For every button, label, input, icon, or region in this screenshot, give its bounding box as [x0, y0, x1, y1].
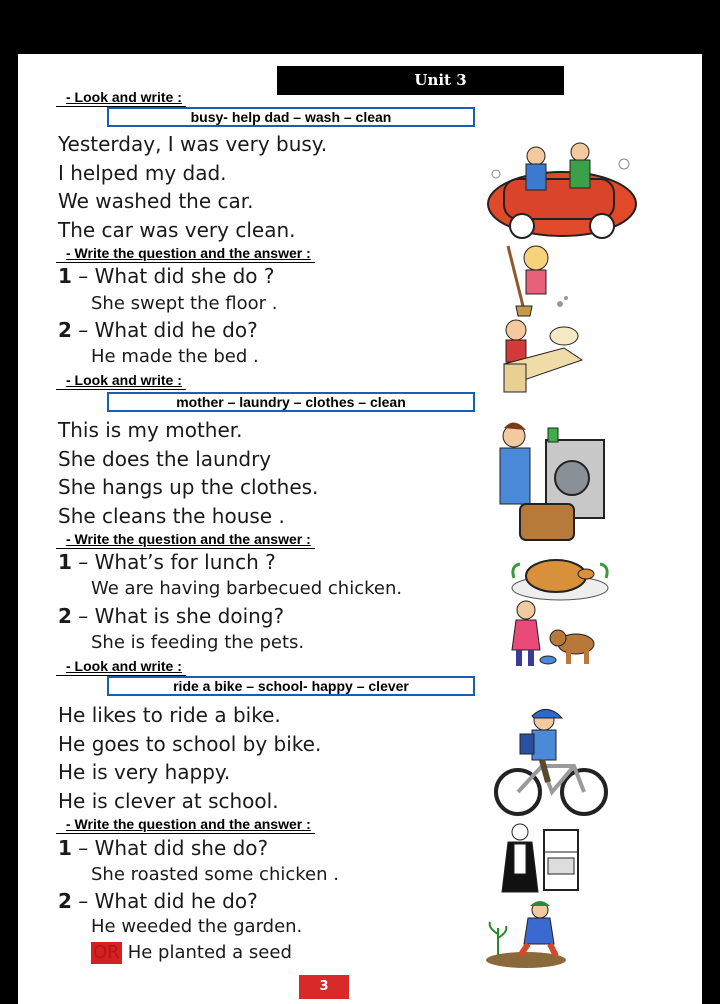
text-line: This is my mother.	[58, 418, 243, 442]
answer-line: He weeded the garden.	[91, 916, 303, 937]
text-line: She hangs up the clothes.	[58, 475, 319, 499]
car-washing-icon	[484, 134, 640, 242]
text-line: We washed the car.	[58, 189, 254, 213]
word-box: ride a bike – school- happy – clever	[107, 676, 475, 696]
section-heading: - Write the question and the answer :	[66, 245, 311, 261]
alternative-answer-line	[91, 942, 292, 964]
girl-sweeping-icon	[494, 240, 574, 318]
question-text: – What did she do?	[71, 836, 269, 860]
question-line	[58, 836, 268, 860]
boy-making-bed-icon	[494, 314, 586, 396]
answer-line: She roasted some chicken .	[91, 864, 339, 885]
question-number: 1	[58, 550, 72, 574]
question-number: 2	[58, 889, 72, 913]
text-line: He is very happy.	[58, 760, 231, 784]
alternative-answer-text: He planted a seed	[127, 942, 292, 963]
question-text: – What’s for lunch ?	[71, 550, 276, 574]
answer-line: She is feeding the pets.	[91, 632, 305, 653]
question-text: – What did he do?	[71, 889, 258, 913]
text-line: The car was very clean.	[58, 218, 296, 242]
text-line: She does the laundry	[58, 447, 272, 471]
text-line: I helped my dad.	[58, 161, 227, 185]
boy-riding-bike-icon	[492, 706, 610, 820]
question-line	[58, 318, 258, 342]
word-box: busy- help dad – wash – clean	[107, 107, 475, 127]
page-number-badge: 3	[299, 975, 349, 999]
question-number: 1	[58, 836, 72, 860]
unit-title: Unit 3	[277, 66, 564, 95]
section-heading: - Look and write :	[66, 658, 182, 674]
woman-cooking-icon	[500, 822, 582, 894]
section-heading: - Write the question and the answer :	[66, 531, 311, 547]
roast-chicken-icon	[508, 548, 612, 604]
word-box: mother – laundry – clothes – clean	[107, 392, 475, 412]
text-line: He likes to ride a bike.	[58, 703, 281, 727]
question-line	[58, 604, 284, 628]
question-number: 2	[58, 318, 72, 342]
text-line: She cleans the house .	[58, 504, 285, 528]
text-line: He is clever at school.	[58, 789, 279, 813]
question-line	[58, 264, 275, 288]
text-line: He goes to school by bike.	[58, 732, 322, 756]
section-heading: - Write the question and the answer :	[66, 816, 311, 832]
question-line	[58, 550, 276, 574]
section-heading: - Look and write :	[66, 89, 182, 105]
question-line	[58, 889, 258, 913]
man-gardening-icon	[484, 898, 568, 970]
question-text: – What did he do?	[71, 318, 258, 342]
question-text: – What did she do ?	[71, 264, 275, 288]
text-line: Yesterday, I was very busy.	[58, 132, 328, 156]
question-text: – What is she doing?	[71, 604, 285, 628]
answer-line: He made the bed .	[91, 346, 259, 367]
section-heading: - Look and write :	[66, 372, 182, 388]
answer-line: She swept the floor .	[91, 293, 278, 314]
question-number: 1	[58, 264, 72, 288]
or-highlight: OR	[93, 942, 120, 963]
answer-line: We are having barbecued chicken.	[91, 578, 403, 599]
mother-laundry-icon	[486, 420, 610, 544]
girl-feeding-dog-icon	[502, 600, 598, 670]
question-number: 2	[58, 604, 72, 628]
